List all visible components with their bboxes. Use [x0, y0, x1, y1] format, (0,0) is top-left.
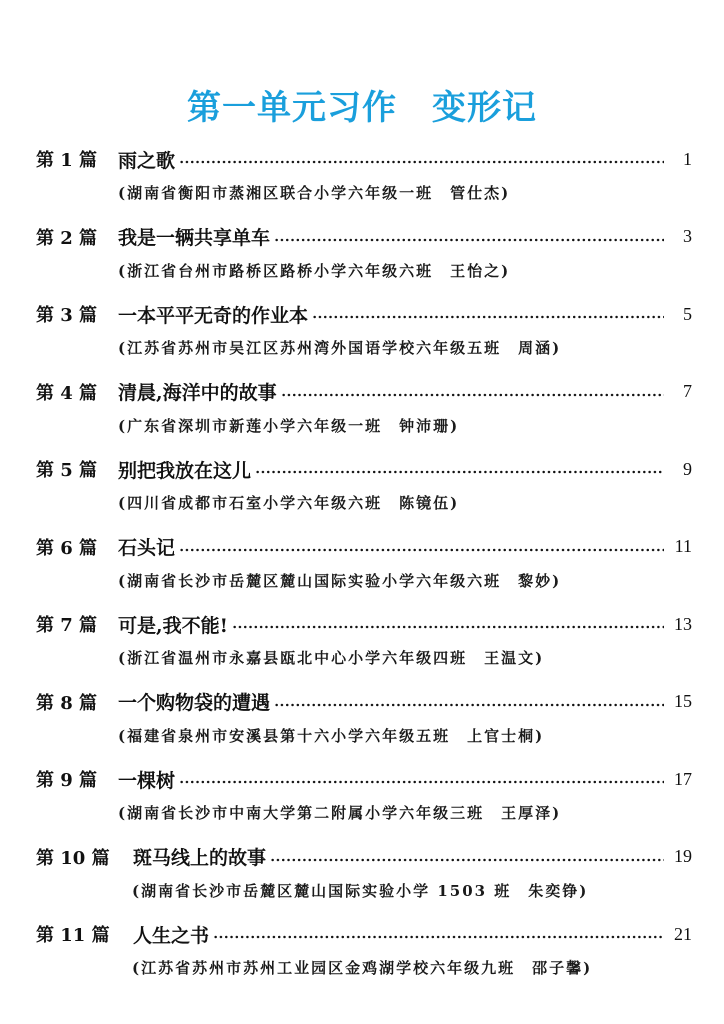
entry-page-number[interactable]: 13	[674, 613, 692, 634]
toc-entry[interactable]	[36, 917, 692, 995]
dot-leader	[274, 238, 664, 242]
entry-title[interactable]: 我是一辆共享单车	[118, 227, 271, 249]
entry-page-number[interactable]: 5	[683, 303, 692, 324]
dot-leader	[255, 470, 664, 474]
toc-entry-line	[36, 920, 692, 948]
toc-entry-line	[36, 455, 692, 483]
dot-leader	[274, 703, 664, 707]
entry-author: (四川省成都市石室小学六年级六班 陈镜伍)	[118, 494, 460, 512]
toc-entry-line	[36, 378, 692, 406]
entry-number: 第 10 篇	[36, 847, 110, 869]
entry-number: 第 4 篇	[36, 382, 98, 404]
toc-entry[interactable]	[36, 220, 692, 298]
entry-author: (福建省泉州市安溪县第十六小学六年级五班 上官士桐)	[118, 726, 545, 745]
entry-page-number[interactable]: 21	[674, 923, 692, 944]
entry-title[interactable]: 可是,我不能!	[118, 614, 228, 637]
toc-entry[interactable]	[36, 840, 692, 918]
entry-author: (湖南省长沙市中南大学第二附属小学六年级三班 王厚泽)	[118, 804, 562, 822]
entry-title[interactable]: 一个购物袋的遭遇	[118, 692, 271, 714]
toc-entry-line	[36, 843, 692, 871]
entry-title[interactable]: 一棵树	[118, 769, 176, 792]
toc-entry-line	[36, 223, 692, 251]
entry-page-number[interactable]: 3	[683, 226, 692, 246]
toc-entry-line	[36, 533, 692, 561]
toc-entry[interactable]	[36, 530, 692, 608]
entry-author: (湖南省长沙市岳麓区麓山国际实验小学六年级六班 黎妙)	[118, 571, 562, 590]
entry-author: (浙江省台州市路桥区路桥小学六年级六班 王怡之)	[118, 261, 511, 280]
entry-page-number[interactable]: 19	[674, 846, 692, 866]
toc-entry[interactable]	[36, 142, 692, 220]
entry-page-number[interactable]: 9	[683, 458, 692, 479]
toc-entry-line	[36, 300, 692, 328]
toc-entry-line	[36, 610, 692, 638]
entry-number: 第 6 篇	[36, 537, 98, 559]
entry-number: 第 8 篇	[36, 692, 98, 714]
dot-leader	[270, 858, 664, 862]
toc-entry-line	[36, 765, 692, 793]
entry-number: 第 9 篇	[36, 770, 98, 791]
entry-title[interactable]: 别把我放在这儿	[118, 459, 252, 482]
entry-title[interactable]: 斑马线上的故事	[133, 847, 267, 869]
toc-entry[interactable]	[36, 375, 692, 453]
entry-page-number[interactable]: 17	[674, 768, 692, 789]
dot-leader	[179, 548, 664, 552]
entry-number: 第 11 篇	[36, 925, 110, 946]
entry-title[interactable]: 石头记	[118, 537, 176, 559]
entry-title[interactable]: 清晨,海洋中的故事	[118, 382, 277, 404]
toc-entry-line	[36, 145, 692, 173]
table-of-contents	[36, 142, 692, 995]
entry-title[interactable]: 雨之歌	[118, 149, 176, 172]
entry-author: (江苏省苏州市吴江区苏州湾外国语学校六年级五班 周涵)	[118, 339, 562, 357]
entry-title[interactable]: 一本平平无奇的作业本	[118, 304, 309, 327]
dot-leader	[179, 780, 664, 784]
dot-leader	[312, 315, 664, 319]
toc-entry[interactable]	[36, 297, 692, 375]
entry-number: 第 2 篇	[36, 227, 98, 249]
dot-leader	[213, 935, 664, 939]
toc-entry[interactable]	[36, 607, 692, 685]
entry-author: (湖南省衡阳市蒸湘区联合小学六年级一班 管仕杰)	[118, 184, 511, 202]
entry-author: (湖南省长沙市岳麓区麓山国际实验小学 1503 班 朱奕铮)	[132, 881, 589, 900]
entry-author: (江苏省苏州市苏州工业园区金鸡湖学校六年级九班 邵子馨)	[132, 959, 593, 977]
page-title: 第一单元习作 变形记	[187, 88, 537, 128]
dot-leader	[179, 160, 664, 164]
entry-author: (广东省深圳市新莲小学六年级一班 钟沛珊)	[118, 416, 460, 435]
entry-page-number[interactable]: 15	[674, 691, 692, 711]
entry-page-number[interactable]: 7	[683, 381, 692, 401]
entry-number: 第 1 篇	[36, 150, 98, 171]
entry-author: (浙江省温州市永嘉县瓯北中心小学六年级四班 王温文)	[118, 649, 545, 667]
toc-entry[interactable]	[36, 762, 692, 840]
dot-leader	[232, 625, 664, 629]
entry-page-number[interactable]: 11	[674, 536, 692, 556]
entry-number: 第 7 篇	[36, 615, 98, 636]
toc-entry[interactable]	[36, 685, 692, 763]
entry-number: 第 5 篇	[36, 460, 98, 481]
entry-page-number[interactable]: 1	[683, 148, 692, 169]
entry-number: 第 3 篇	[36, 305, 98, 326]
toc-entry-line	[36, 688, 692, 716]
toc-entry[interactable]	[36, 452, 692, 530]
entry-title[interactable]: 人生之书	[133, 924, 210, 947]
dot-leader	[281, 393, 664, 397]
